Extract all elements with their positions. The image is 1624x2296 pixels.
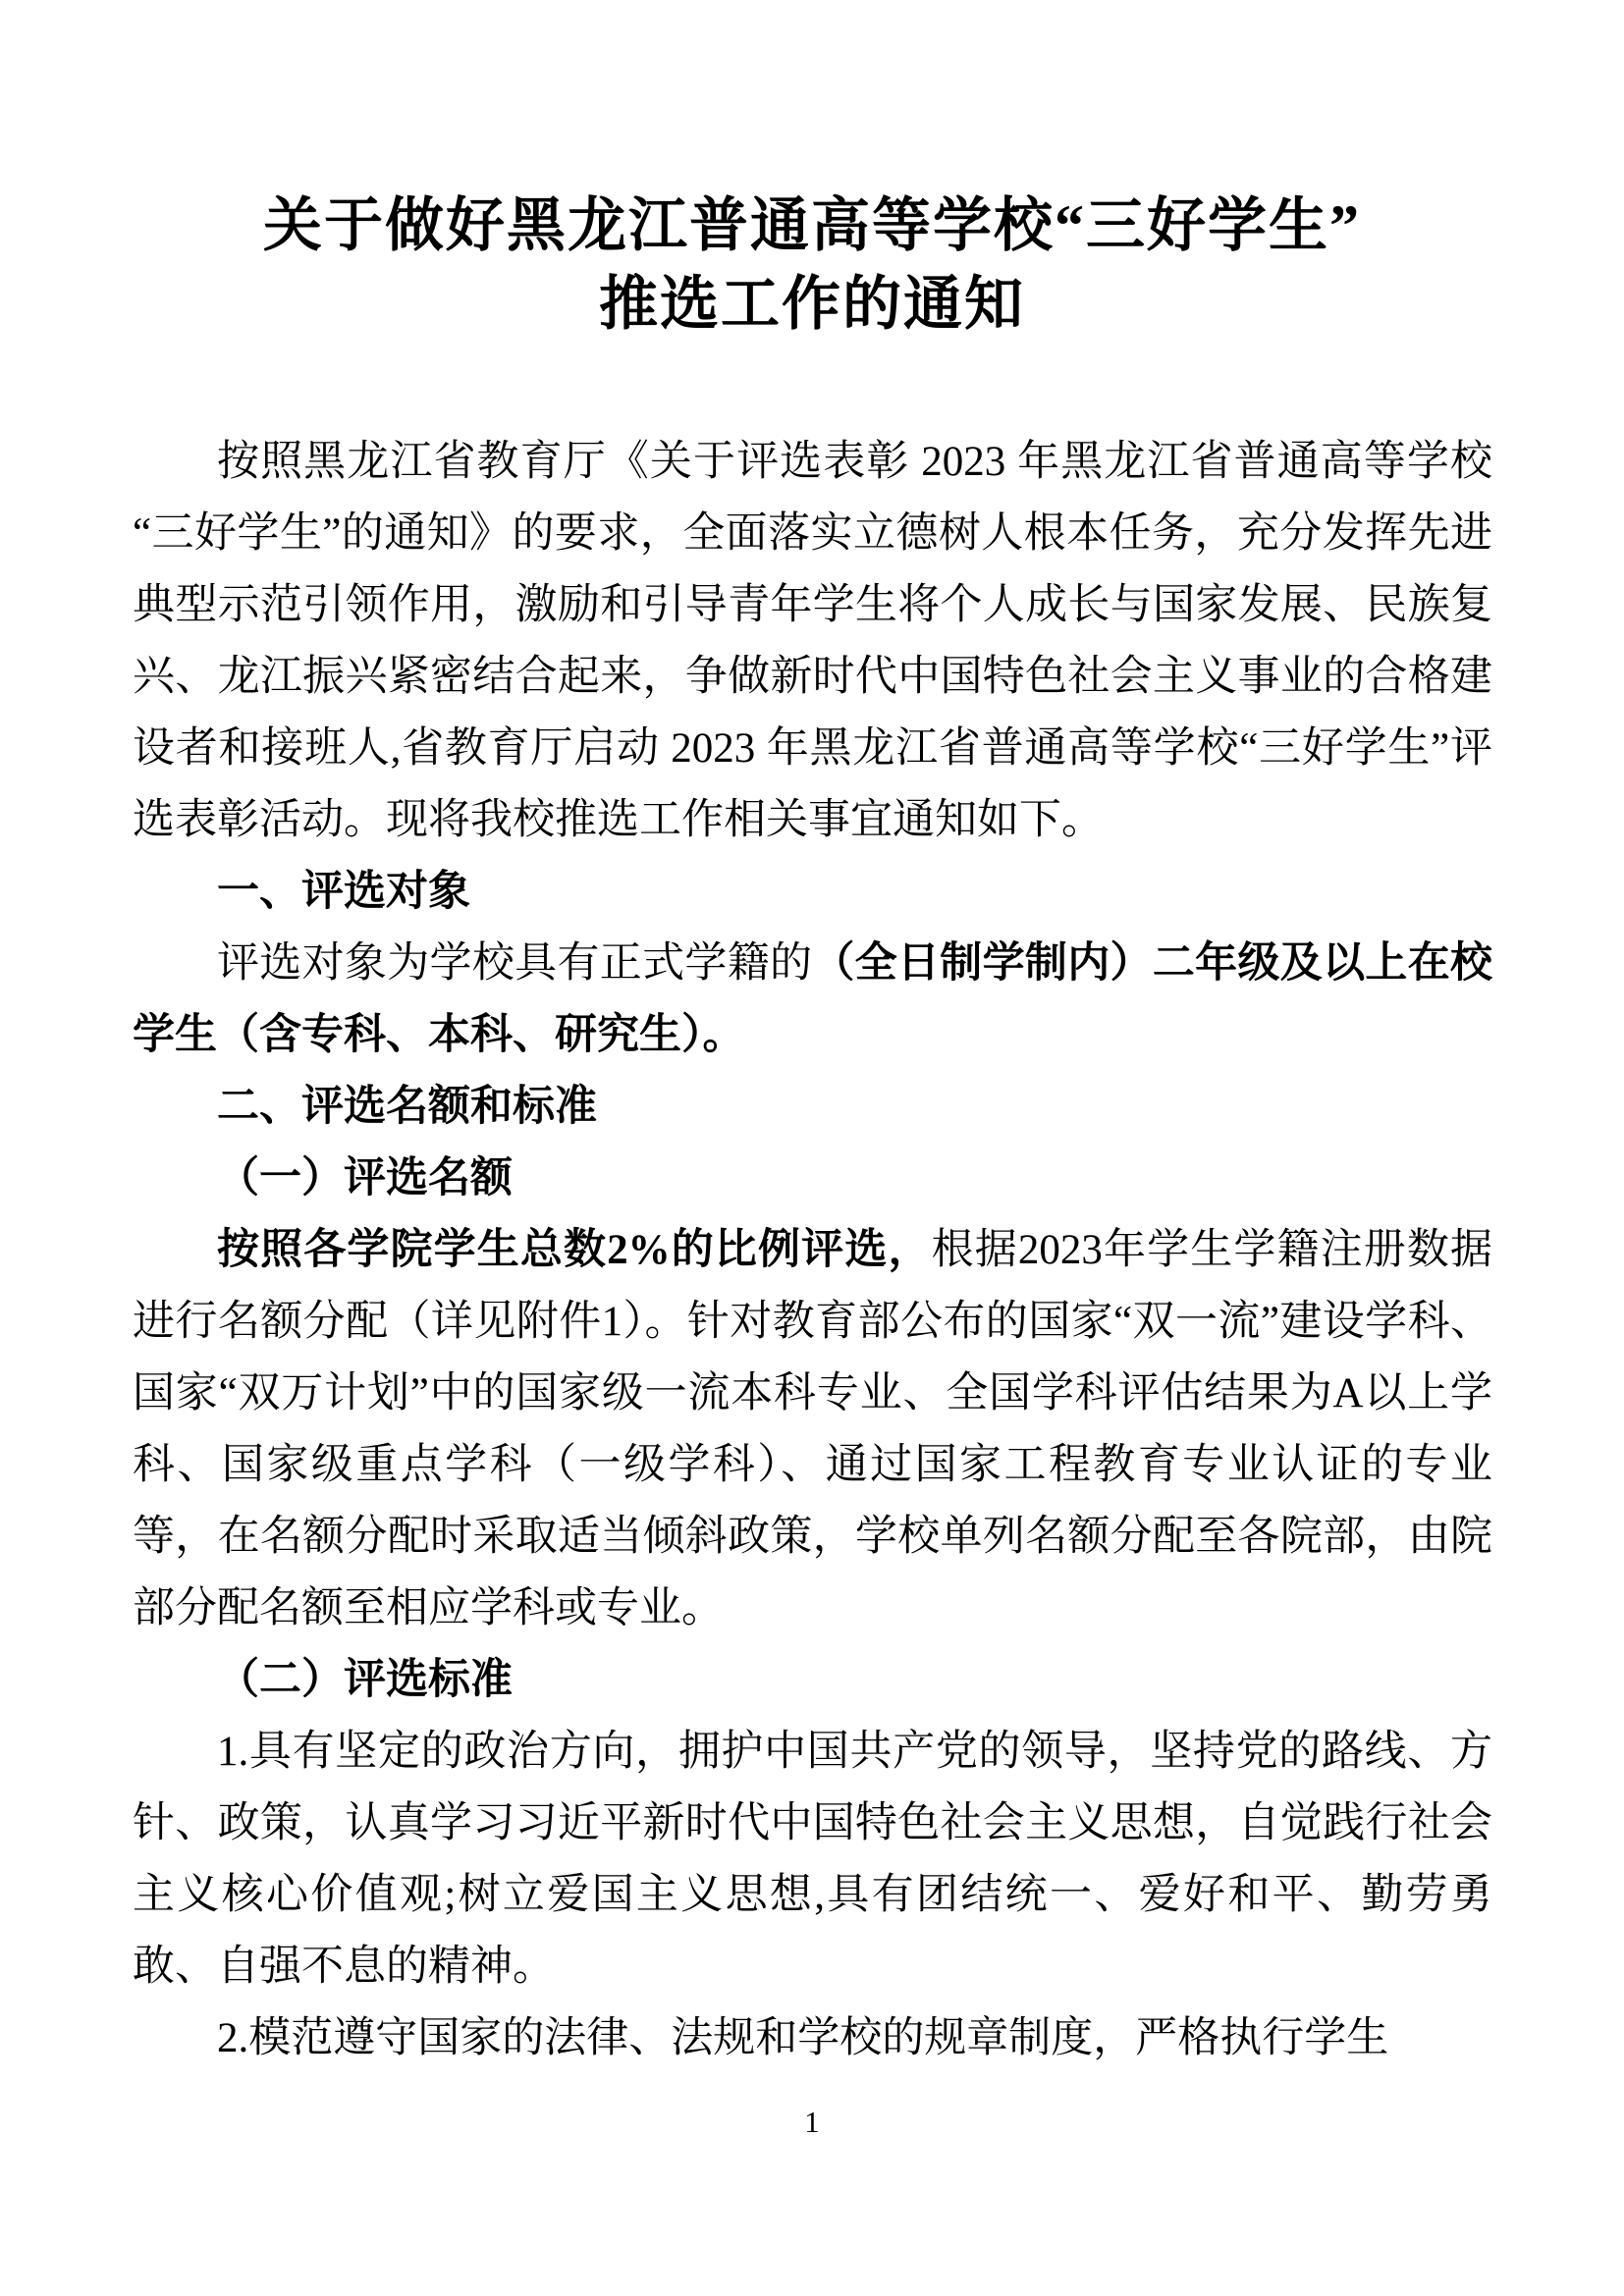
doc-title [0, 0, 1624, 344]
page-number: 1 [804, 2105, 820, 2139]
text-run: 根据2023年学生学籍注册数据进行名额分配（详见附件1）。针对教育部公布的国家“双一流”建设学科、国家“双万计划”中的国家级一流本科专业、全国学科评估结果为A以上学科、国家级重点学科（一级学科）、通过国家工程教育专业认证的专业等，在名额分配时采取适当倾斜政策，学校单列名额分配至各院部，由院部分配名额至相应学科或专业。 [133, 1227, 1493, 1631]
criteria-item-1 [133, 1716, 1492, 2002]
quota-paragraph [133, 1214, 1492, 1644]
criteria-item-2 [133, 2002, 1492, 2074]
subsection-heading-criteria [133, 1644, 1492, 1716]
selection-target-paragraph [133, 928, 1492, 1071]
doc-title-line1: 关于做好黑龙江普通高等学校“三好学生” [263, 193, 1361, 258]
text-run: 二、评选名额和标准 [217, 1083, 597, 1130]
doc-body [133, 426, 1492, 2074]
section-heading-2 [133, 1071, 1492, 1143]
text-run: （一）评选名额 [217, 1155, 513, 1201]
subsection-heading-quota [133, 1143, 1492, 1214]
text-run: 1.具有坚定的政治方向，拥护中国共产党的领导，坚持党的路线、方针、政策，认真学习习近平新时代中国特色社会主义思想，自觉践行社会主义核心价值观;树立爱国主义思想,具有团结统一、爱好和平、勤劳勇敢、自强不息的精神。 [133, 1729, 1492, 1990]
text-run: （全日制学制内）二年级及以上在校学生（含专科、本科、研究生）。 [133, 940, 1493, 1058]
intro-paragraph [133, 426, 1492, 856]
text-run: 2.模范遵守国家的法律、法规和学校的规章制度，严格执行学生 [217, 2015, 1389, 2061]
text-run: 按照黑龙江省教育厅《关于评选表彰 2023 年黑龙江省普通高等学校“三好学生”的通知》的要求，全面落实立德树人根本任务，充分发挥先进典型示范引领作用，激励和引导青年学生将个人成长与国家发展、民族复兴、龙江振兴紧密结合起来，争做新时代中国特色社会主义事业的合格建设者和接班人,省教育厅启动 2023 年黑龙江省普通高等学校“三好学生”评选表彰活动。现将我校推选工作相关事宜通知如下。 [133, 439, 1492, 843]
text-run: 按照各学院学生总数2%的比例评选， [217, 1227, 932, 1273]
text-run: （二）评选标准 [217, 1657, 513, 1703]
doc-title-line2: 推选工作的通知 [599, 272, 1025, 337]
section-heading-1 [133, 856, 1492, 928]
text-run: 评选对象为学校具有正式学籍的 [217, 940, 813, 987]
text-run: 一、评选对象 [217, 868, 470, 915]
